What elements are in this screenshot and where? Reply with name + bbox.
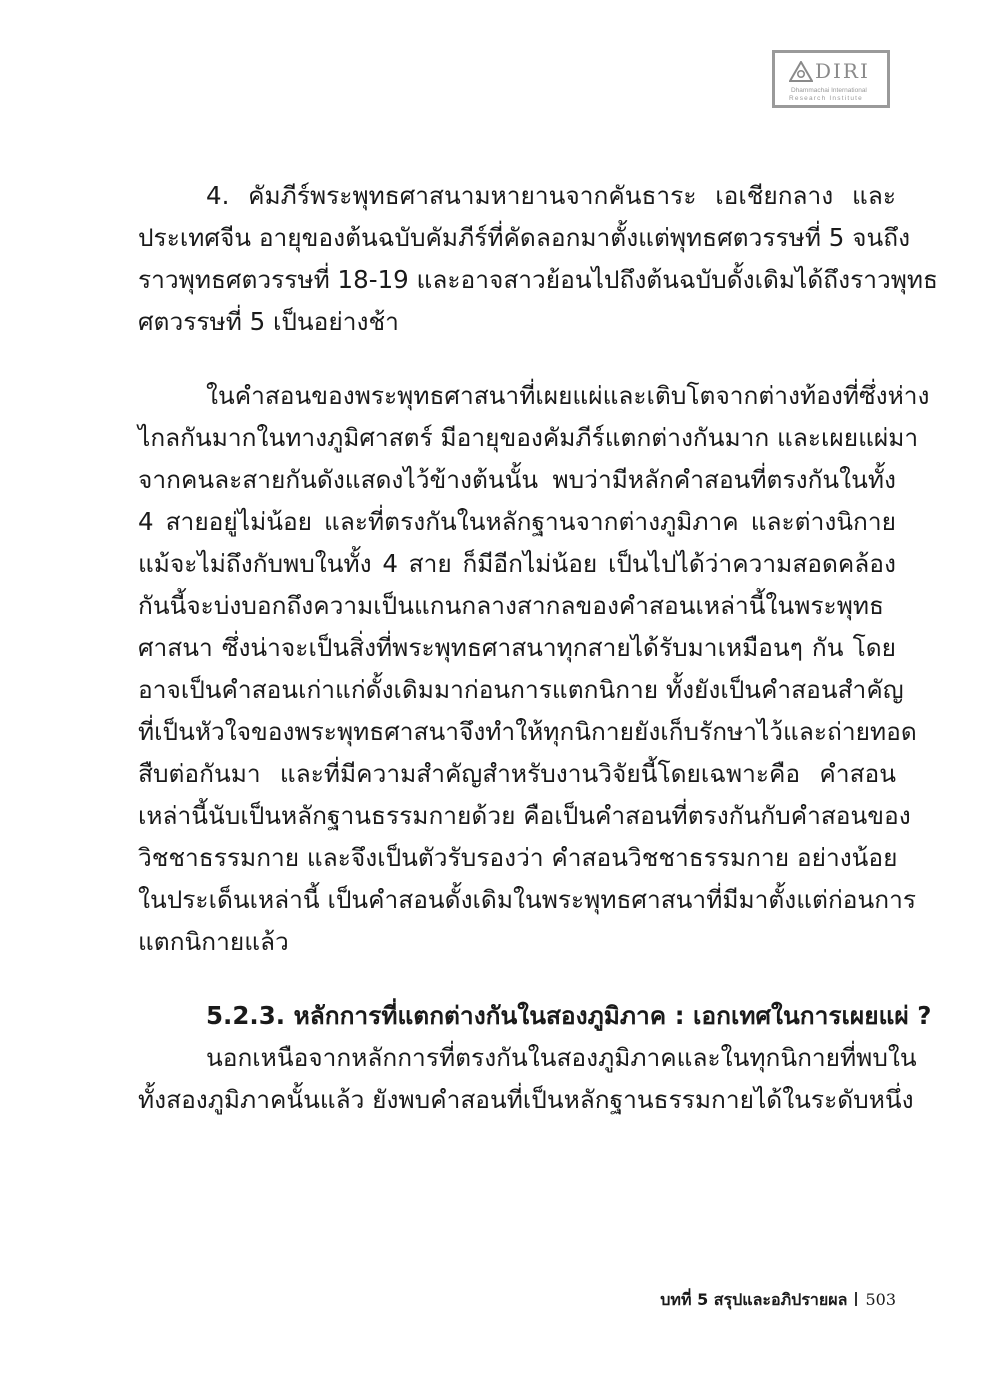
paragraph2-line: วิชชาธรรมกาย และจึงเป็นตัวรับรองว่า คำสอนวิชชาธรรมกาย อย่างน้อย (138, 843, 898, 872)
paragraph1-line: ประเทศจีน อายุของต้นฉบับคัมภีร์ที่คัดลอกมาตั้งแต่พุทธศตวรรษที่ 5 จนถึง (138, 223, 911, 252)
paragraph2-line: อาจเป็นคำสอนเก่าแก่ดั้งเดิมมาก่อนการแตกนิกาย ทั้งยังเป็นคำสอนสำคัญ (138, 675, 904, 704)
paragraph2-line: ในคำสอนของพระพุทธศาสนาที่เผยแผ่และเติบโตจากต่างท้องที่ซึ่งห่าง (206, 381, 930, 410)
page-footer (660, 1288, 896, 1313)
paragraph3-line: นอกเหนือจากหลักการที่ตรงกันในสองภูมิภาคและในทุกนิกายที่พบใน (206, 1043, 917, 1072)
triangle-logo-icon (789, 61, 813, 83)
chapter-title: บทที่ 5 สรุปและอภิปรายผล (660, 1290, 848, 1309)
paragraph1-line: 4. คัมภีร์พระพุทธศาสนามหายานจากคันธาระ เอเชียกลาง และ (206, 181, 896, 210)
paragraph2-line: แม้จะไม่ถึงกับพบในทั้ง 4 สาย ก็มีอีกไม่น้อย เป็นไปได้ว่าความสอดคล้อง (138, 549, 896, 578)
paragraph2-line: ศาสนา ซึ่งน่าจะเป็นสิ่งที่พระพุทธศาสนาทุกสายได้รับมาเหมือนๆ กัน โดย (138, 633, 896, 662)
paragraph2-line: เหล่านี้นับเป็นหลักฐานธรรมกายด้วย คือเป็นคำสอนที่ตรงกันกับคำสอนของ (138, 801, 911, 830)
paragraph1-line: ราวพุทธศตวรรษที่ 18-19 และอาจสาวย้อนไปถึงต้นฉบับดั้งเดิมได้ถึงราวพุทธ (138, 265, 938, 294)
paragraph2-line: ที่เป็นหัวใจของพระพุทธศาสนาจึงทำให้ทุกนิกายยังเก็บรักษาไว้และถ่ายทอด (138, 717, 917, 746)
footer-separator (855, 1292, 857, 1306)
paragraph1-line: ศตวรรษที่ 5 เป็นอย่างช้า (138, 307, 399, 336)
page-number: 503 (865, 1290, 896, 1309)
paragraph2-line: กันนี้จะบ่งบอกถึงความเป็นแกนกลางสากลของคำสอนเหล่านี้ในพระพุทธ (138, 591, 884, 620)
logo-name: DIRI (815, 59, 870, 83)
diri-logo (772, 50, 890, 108)
paragraph2-line: ไกลกันมากในทางภูมิศาสตร์ มีอายุของคัมภีร์แตกต่างกันมาก และเผยแผ่มา (138, 423, 919, 452)
logo-line2: Research Institute (789, 95, 863, 102)
paragraph2-line: จากคนละสายกันดังแสดงไว้ข้างต้นนั้น พบว่ามีหลักคำสอนที่ตรงกันในทั้ง (138, 465, 896, 494)
paragraph3-line: ทั้งสองภูมิภาคนั้นแล้ว ยังพบคำสอนที่เป็นหลักฐานธรรมกายได้ในระดับหนึ่ง (138, 1085, 914, 1114)
paragraph2-line: ในประเด็นเหล่านี้ เป็นคำสอนดั้งเดิมในพระพุทธศาสนาที่มีมาตั้งแต่ก่อนการ (138, 885, 917, 914)
paragraph2-line: สืบต่อกันมา และที่มีความสำคัญสำหรับงานวิจัยนี้โดยเฉพาะคือ คำสอน (138, 759, 896, 788)
paragraph2-line: แตกนิกายแล้ว (138, 927, 289, 956)
paragraph2-line: 4 สายอยู่ไม่น้อย และที่ตรงกันในหลักฐานจากต่างภูมิภาค และต่างนิกาย (138, 507, 896, 536)
section-heading: 5.2.3. หลักการที่แตกต่างกันในสองภูมิภาค : เอกเทศในการเผยแผ่ ? (206, 1001, 932, 1030)
logo-line1: Dhammachai International (791, 87, 867, 94)
